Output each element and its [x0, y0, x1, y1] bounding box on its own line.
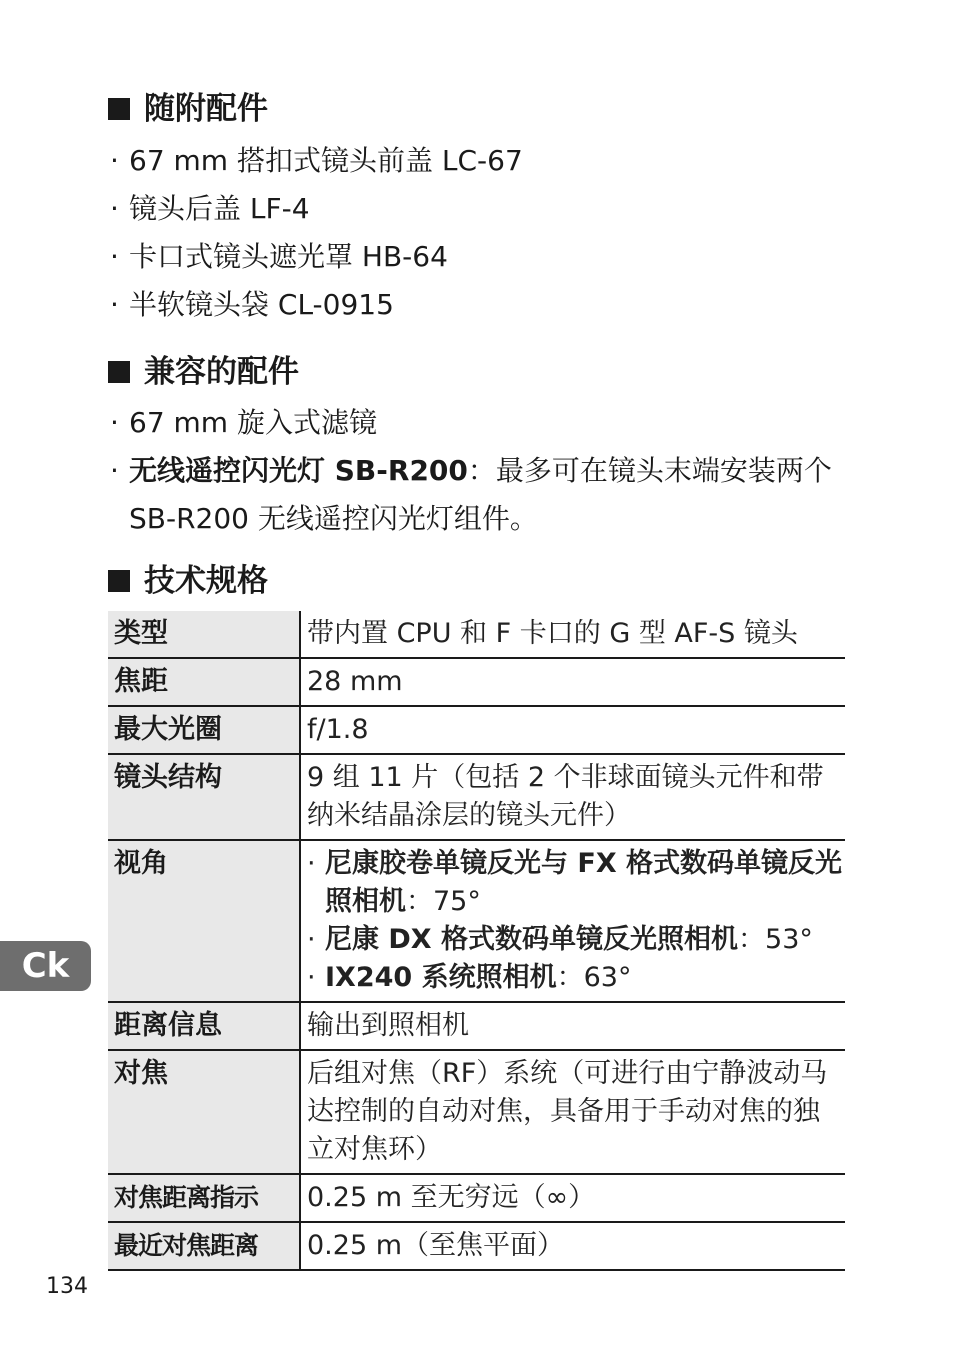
spec-label: 视角 [108, 840, 300, 1002]
flash-name: 无线遥控闪光灯 SB-R200 [129, 454, 468, 487]
spec-label: 焦距 [108, 658, 300, 706]
spec-value: 9 组 11 片（包括 2 个非球面镜头元件和带纳米结晶涂层的镜头元件） [300, 754, 845, 840]
spec-label: 最大光圈 [108, 706, 300, 754]
spec-label: 对焦 [108, 1050, 300, 1174]
list-item: · 67 mm 搭扣式镜头前盖 LC-67 [108, 137, 853, 185]
spec-label: 类型 [108, 611, 300, 658]
table-row [108, 1050, 845, 1174]
table-row [108, 754, 845, 840]
spec-label: 距离信息 [108, 1002, 300, 1050]
angle-item: · 尼康 DX 格式数码单镜反光照相机：53° [307, 921, 845, 959]
spec-value: 输出到照相机 [300, 1002, 845, 1050]
table-row [108, 1222, 845, 1270]
section-title-compatible: 兼容的配件 [108, 352, 299, 392]
language-tab-badge: Ck [0, 941, 91, 991]
square-bullet-icon [108, 570, 130, 592]
angle-item: · IX240 系统照相机：63° [307, 959, 845, 997]
list-item: · 卡口式镜头遮光罩 HB-64 [108, 233, 853, 281]
table-row [108, 1174, 845, 1222]
specs-table [108, 611, 845, 1271]
compatible-list [108, 399, 853, 543]
spec-value: 后组对焦（RF）系统（可进行由宁静波动马达控制的自动对焦，具备用于手动对焦的独立对焦环） [300, 1050, 845, 1174]
accessories-list [108, 137, 853, 329]
spec-value [300, 840, 845, 1002]
page-number: 134 [46, 1274, 88, 1299]
angle-item: · 尼康胶卷单镜反光与 FX 格式数码单镜反光照相机：75° [307, 845, 845, 921]
list-item: · 67 mm 旋入式滤镜 [108, 399, 853, 447]
section-title-accessories: 随附配件 [108, 89, 268, 129]
square-bullet-icon [108, 361, 130, 383]
list-item: · 半软镜头袋 CL-0915 [108, 281, 853, 329]
table-row [108, 658, 845, 706]
table-row [108, 1002, 845, 1050]
spec-value: 0.25 m 至无穷远（∞） [300, 1174, 845, 1222]
spec-value: f/1.8 [300, 706, 845, 754]
section-title-specs: 技术规格 [108, 561, 268, 601]
spec-value: 0.25 m（至焦平面） [300, 1222, 845, 1270]
spec-label: 对焦距离指示 [108, 1174, 300, 1222]
spec-label: 最近对焦距离 [108, 1222, 300, 1270]
spec-value: 带内置 CPU 和 F 卡口的 G 型 AF-S 镜头 [300, 611, 845, 658]
list-item: · 镜头后盖 LF-4 [108, 185, 853, 233]
flash-description: ：最多可在镜头末端安装两个 SB-R200 无线遥控闪光灯组件。 [129, 454, 832, 535]
square-bullet-icon [108, 98, 130, 120]
spec-value: 28 mm [300, 658, 845, 706]
table-row [108, 706, 845, 754]
table-row [108, 840, 845, 1002]
spec-label: 镜头结构 [108, 754, 300, 840]
table-row [108, 611, 845, 658]
list-item [108, 447, 853, 543]
